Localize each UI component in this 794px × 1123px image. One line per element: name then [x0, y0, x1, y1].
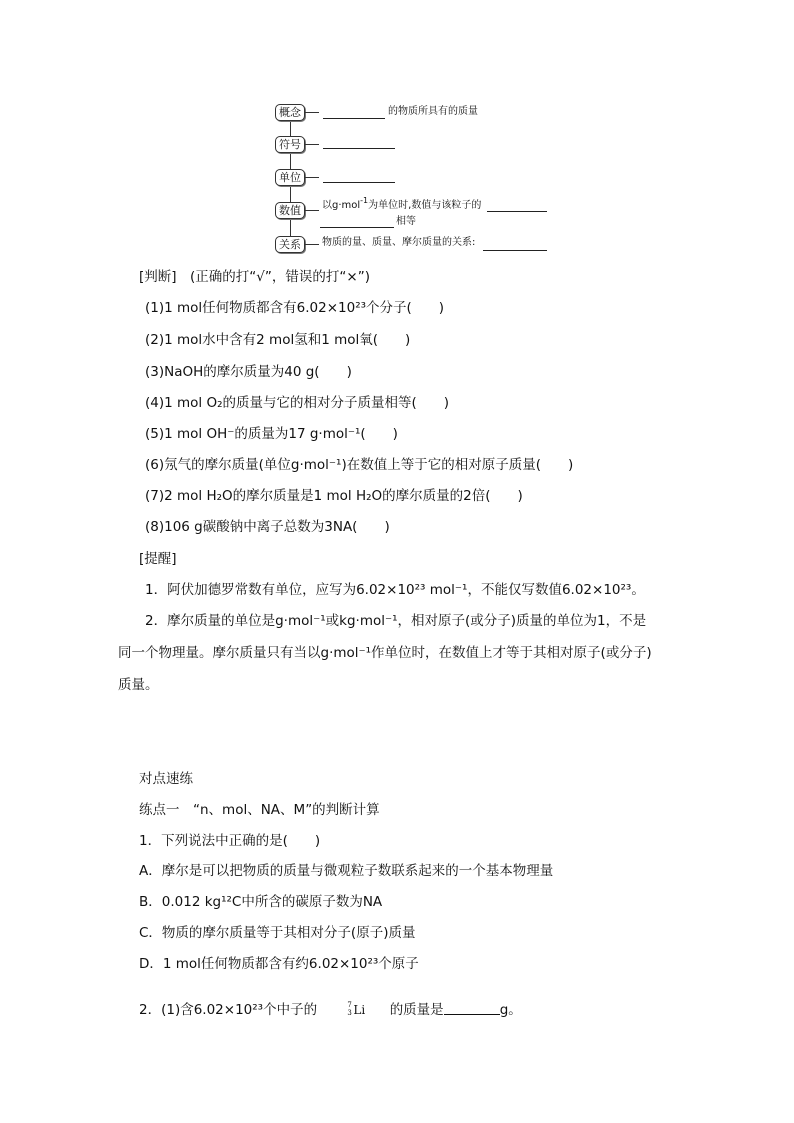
- concept-text: 的物质所具有的质量: [388, 106, 478, 117]
- box-value: 数值: [275, 202, 305, 219]
- question-2-unit: g。: [499, 1002, 522, 1018]
- connector: [305, 144, 319, 145]
- reminder-point-2-line-3: 质量。: [118, 677, 159, 693]
- relation-text: 物质的量、质量、摩尔质量的关系:: [322, 237, 476, 248]
- box-symbol: 符号: [275, 136, 305, 153]
- reminder-point-2-line-2: 同一个物理量。摩尔质量只有当以g·mol⁻¹作单位时，在数值上才等于其相对原子(或分子): [118, 645, 652, 661]
- judge-item-8: (8)106 g碳酸钠中离子总数为3NA( ): [145, 519, 390, 535]
- box-relation: 关系: [275, 236, 305, 253]
- question-2-prefix: 2．(1)含6.02×10²³个中子的: [139, 1002, 318, 1018]
- box-concept: 概念: [275, 104, 305, 121]
- question-2-suffix: 的质量是: [389, 1002, 444, 1018]
- connector: [305, 177, 319, 178]
- reminder-heading: [提醒]: [139, 551, 177, 567]
- blank-symbol: [323, 148, 395, 149]
- question-1-stem: 1．下列说法中正确的是( ): [139, 833, 321, 849]
- practice-heading: 对点速练: [139, 771, 193, 787]
- blank-value-1: [487, 211, 547, 212]
- value-text-line2: 相等: [396, 216, 416, 227]
- judge-heading: [判断] (正确的打“√”，错误的打“×”): [139, 269, 370, 285]
- box-unit: 单位: [275, 169, 305, 186]
- connector: [305, 244, 319, 245]
- nuclide-mass-number: 7: [347, 1001, 352, 1009]
- value-text-line1: [322, 196, 482, 211]
- value-text-part1: 以g·mol: [322, 200, 361, 211]
- connector: [305, 210, 319, 211]
- reminder-point-2-line-1: 2．摩尔质量的单位是g·mol⁻¹或kg·mol⁻¹，相对原子(或分子)质量的单位为1，不是: [145, 613, 647, 629]
- judge-item-4: (4)1 mol O₂的质量与它的相对分子质量相等( ): [145, 395, 450, 411]
- value-text-part2: 为单位时,数值与该粒子的: [368, 200, 482, 211]
- nuclide-atomic-number: 3: [347, 1009, 352, 1017]
- judge-item-2: (2)1 mol水中含有2 mol氢和1 mol氧( ): [145, 332, 411, 348]
- connector: [305, 112, 319, 113]
- reminder-point-1: 1．阿伏加德罗常数有单位，应写为6.02×10²³ mol⁻¹，不能仅写数值6.02×10²³。: [145, 582, 645, 598]
- judge-item-3: (3)NaOH的摩尔质量为40 g( ): [145, 364, 352, 380]
- practice-subheading: 练点一 “n、mol、NA、M”的判断计算: [139, 802, 380, 818]
- question-1-option-b: B．0.012 kg¹²C中所含的碳原子数为NA: [139, 894, 383, 910]
- nuclide-symbol: Li: [353, 1003, 366, 1017]
- question-1-option-a: A．摩尔是可以把物质的质量与微观粒子数联系起来的一个基本物理量: [139, 863, 554, 879]
- blank-unit: [323, 182, 395, 183]
- blank-concept: [323, 118, 385, 119]
- judge-item-5: (5)1 mol OH⁻的质量为17 g·mol⁻¹( ): [145, 426, 398, 442]
- judge-item-6: (6)氖气的摩尔质量(单位g·mol⁻¹)在数值上等于它的相对原子质量( ): [145, 457, 574, 473]
- blank-value-2: [320, 227, 394, 228]
- blank-relation: [483, 250, 547, 251]
- question-1-option-d: D．1 mol任何物质都含有约6.02×10²³个原子: [139, 956, 419, 972]
- judge-item-7: (7)2 mol H₂O的摩尔质量是1 mol H₂O的摩尔质量的2倍( ): [145, 488, 523, 504]
- answer-blank[interactable]: [444, 1003, 500, 1015]
- question-1-option-c: C．物质的摩尔质量等于其相对分子(原子)质量: [139, 925, 416, 941]
- question-2: [139, 1003, 522, 1018]
- value-text-sup: -1: [360, 196, 369, 205]
- judge-item-1: (1)1 mol任何物质都含有6.02×10²³个分子( ): [145, 300, 445, 316]
